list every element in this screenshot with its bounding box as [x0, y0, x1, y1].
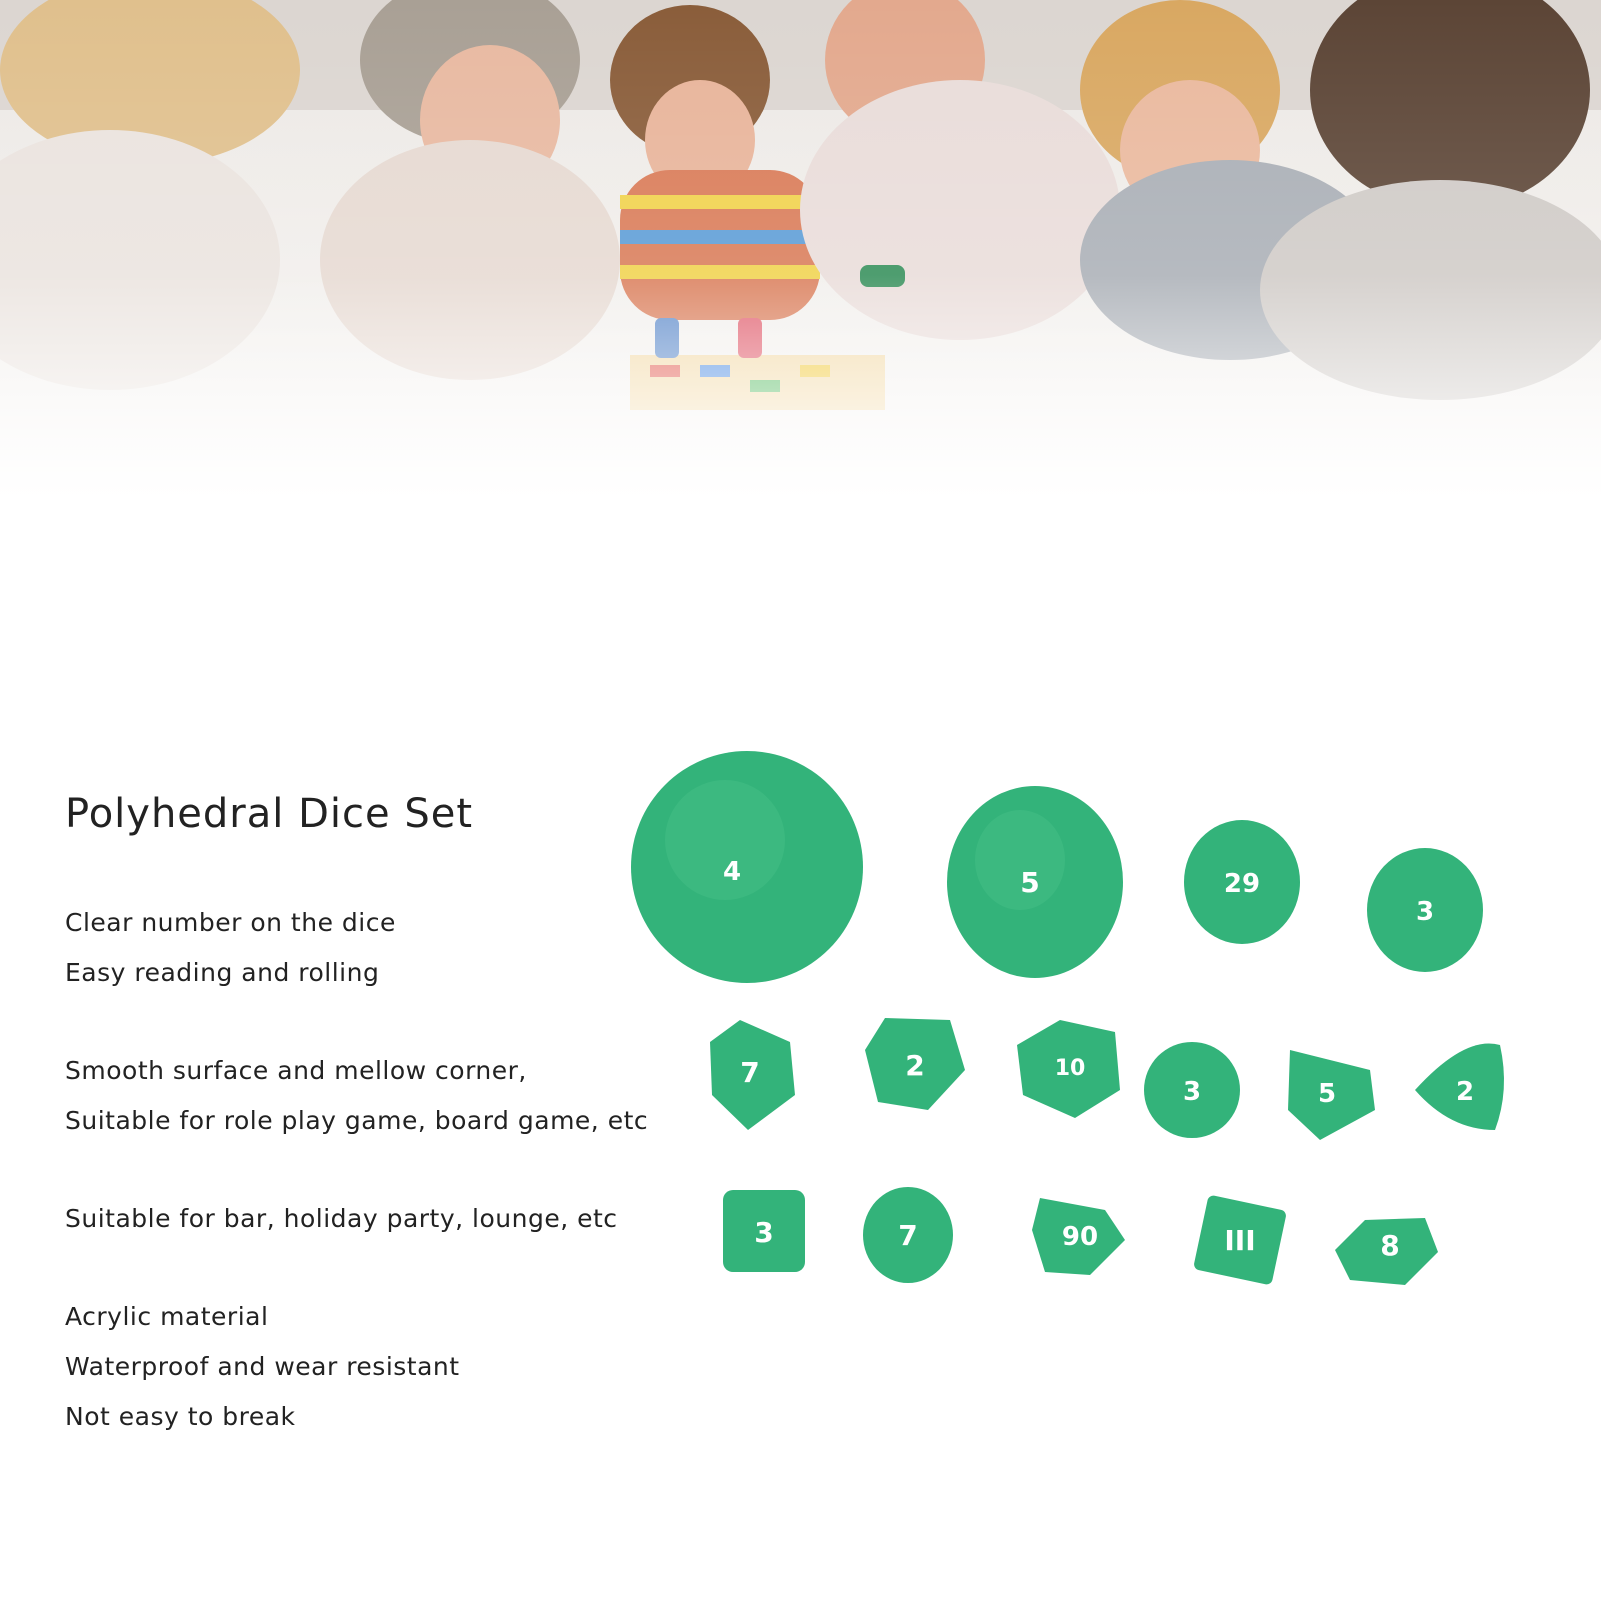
d16-die: [710, 1020, 795, 1130]
d6-die: [723, 1190, 805, 1272]
feature-line: Waterproof and wear resistant: [65, 1352, 460, 1381]
product-title: Polyhedral Dice Set: [65, 791, 474, 837]
die-label: 3: [1182, 1077, 1202, 1107]
hero-photo: [0, 0, 1601, 500]
d6-roman-die: [1193, 1195, 1287, 1286]
feature-line: Acrylic material: [65, 1302, 269, 1331]
die-label: 7: [740, 1056, 760, 1089]
die-label: 3: [754, 1216, 774, 1249]
feature-line: Suitable for role play game, board game, etc: [65, 1106, 649, 1135]
die-label: 5: [1020, 866, 1040, 899]
family-playing-board-game-photo: [0, 0, 1601, 500]
feature-group-4: [65, 1292, 665, 1442]
dice-illustration: [630, 750, 1550, 1330]
d7-die: [1144, 1042, 1240, 1138]
die-label: 5: [1317, 1079, 1337, 1109]
die-label: 2: [1455, 1077, 1475, 1107]
d30-die: [1184, 820, 1300, 944]
die-label: 90: [1061, 1222, 1099, 1252]
die-label: 29: [1223, 869, 1261, 899]
feature-line: Not easy to break: [65, 1402, 296, 1431]
die-label: III: [1224, 1224, 1256, 1257]
die-label: 3: [1415, 897, 1435, 927]
feature-line: Easy reading and rolling: [65, 958, 380, 987]
die-label: 10: [1054, 1056, 1086, 1081]
feature-group-1: [65, 898, 665, 998]
d12-die: [865, 1018, 965, 1110]
d3-die: [1415, 1043, 1504, 1130]
feature-group-3: [65, 1194, 665, 1244]
d60-die: [947, 786, 1123, 978]
feature-line: Clear number on the dice: [65, 908, 396, 937]
feature-line: Suitable for bar, holiday party, lounge, etc: [65, 1204, 618, 1233]
d100-die: [631, 751, 863, 983]
d10-die: [1335, 1218, 1438, 1285]
die-label: 8: [1380, 1229, 1400, 1262]
feature-line: Smooth surface and mellow corner,: [65, 1056, 527, 1085]
die-label: 2: [905, 1049, 925, 1082]
d20-die: [1017, 1020, 1120, 1118]
die-label: 4: [722, 857, 742, 887]
d9-die: [863, 1187, 953, 1283]
dice-set-image: [630, 750, 1550, 1330]
feature-panel: [65, 790, 665, 1490]
d24-die: [1367, 848, 1483, 972]
d10-percentile-die: [1032, 1198, 1125, 1275]
d5-die: [1288, 1050, 1375, 1140]
die-label: 7: [898, 1219, 918, 1252]
feature-group-2: [65, 1046, 665, 1146]
